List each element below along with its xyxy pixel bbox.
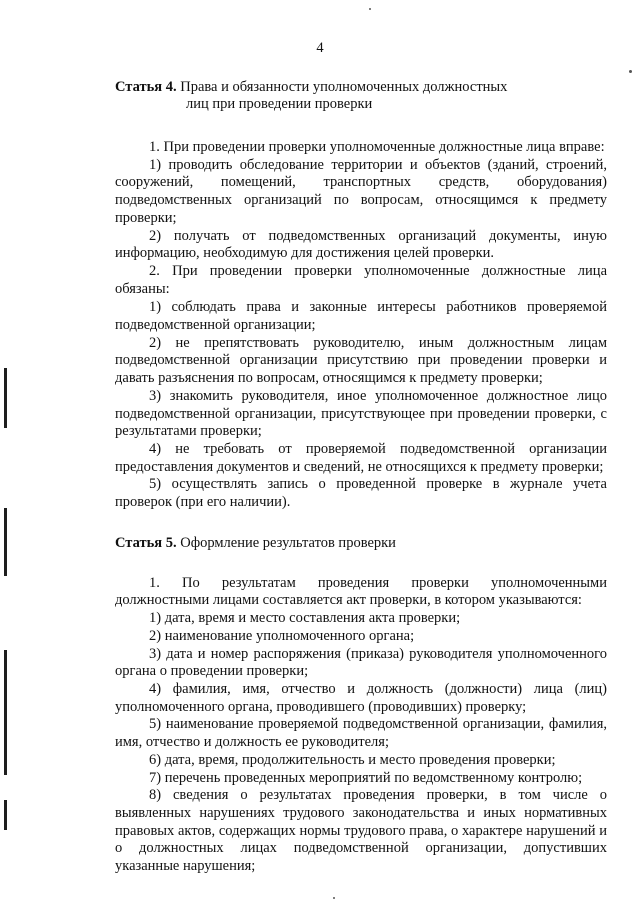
- paragraph: 1. По результатам проведения проверки уполномоченными должностными лицами составляется акт проверки, в котором указываются:: [115, 574, 607, 609]
- scan-speck: [333, 897, 335, 899]
- article-4-label: Статья 4.: [115, 79, 177, 95]
- paragraph: 4) не требовать от проверяемой подведомственной организации предоставления документов и сведений, не относящихся к предмету проверки;: [115, 440, 607, 475]
- scan-speck: [369, 8, 371, 10]
- paragraph: 5) осуществлять запись о проведенной проверке в журнале учета проверок (при его наличии).: [115, 476, 607, 511]
- document-body: [115, 79, 607, 876]
- article-4-title-line1: Права и обязанности уполномоченных должностных: [180, 79, 508, 95]
- scan-margin-mark: [4, 650, 7, 775]
- paragraph: 4) фамилия, имя, отчество и должность (должности) лица (лиц) уполномоченного органа, проводившего (проводивших) проверку;: [115, 680, 607, 715]
- paragraph: 1) проводить обследование территории и объектов (зданий, строений, сооружений, помещений, транспортных средств, оборудования) подведомственных организаций по вопросам, относящимся к предмету проверки;: [115, 156, 607, 226]
- paragraph: 1. При проведении проверки уполномоченные должностные лица вправе:: [149, 139, 605, 155]
- article-4-heading: [115, 79, 607, 113]
- paragraph: 3) дата и номер распоряжения (приказа) руководителя уполномоченного органа о проведении проверки;: [115, 645, 607, 680]
- article-5-heading: [115, 535, 607, 552]
- scan-margin-mark: [4, 368, 7, 428]
- page-number: 4: [316, 40, 324, 56]
- paragraph: 8) сведения о результатах проведения проверки, в том числе о выявленных нарушениях трудового законодательства и иных нормативных правовых актов, содержащих нормы трудового права, о характере нарушений и о должностных лицах подведомственной организации, допустивших указанные нарушения;: [115, 787, 607, 875]
- paragraph: 5) наименование проверяемой подведомственной организации, фамилия, имя, отчество и должность ее руководителя;: [115, 716, 607, 751]
- article-5-label: Статья 5.: [115, 534, 177, 551]
- paragraph: 2) получать от подведомственных организаций документы, иную информацию, необходимую для достижения целей проверки.: [115, 227, 607, 262]
- paragraph: 6) дата, время, продолжительность и место проведения проверки;: [149, 751, 556, 768]
- paragraph: 1) соблюдать права и законные интересы работников проверяемой подведомственной организации;: [115, 299, 607, 334]
- paragraph: 1) дата, время и место составления акта проверки;: [149, 610, 461, 627]
- scan-speck: [629, 70, 632, 73]
- article-5-title: Оформление результатов проверки: [180, 534, 396, 551]
- paragraph: 3) знакомить руководителя, иное уполномоченное должностное лицо подведомственной организации, присутствующее при проведении проверки, с результатами проверки;: [115, 387, 607, 440]
- paragraph: 2. При проведении проверки уполномоченные должностные лица обязаны:: [115, 262, 607, 297]
- article-4-title-line2: лиц при проведении проверки: [186, 96, 373, 112]
- paragraph: 7) перечень проведенных мероприятий по ведомственному контролю;: [149, 769, 583, 786]
- paragraph: 2) не препятствовать руководителю, иным должностным лицам подведомственной организации присутствию при проведении проверки и давать разъяснения по вопросам, относящимся к предмету проверки;: [115, 334, 607, 387]
- scan-margin-mark: [4, 508, 7, 576]
- scan-margin-mark: [4, 800, 7, 830]
- paragraph: 2) наименование уполномоченного органа;: [149, 627, 415, 644]
